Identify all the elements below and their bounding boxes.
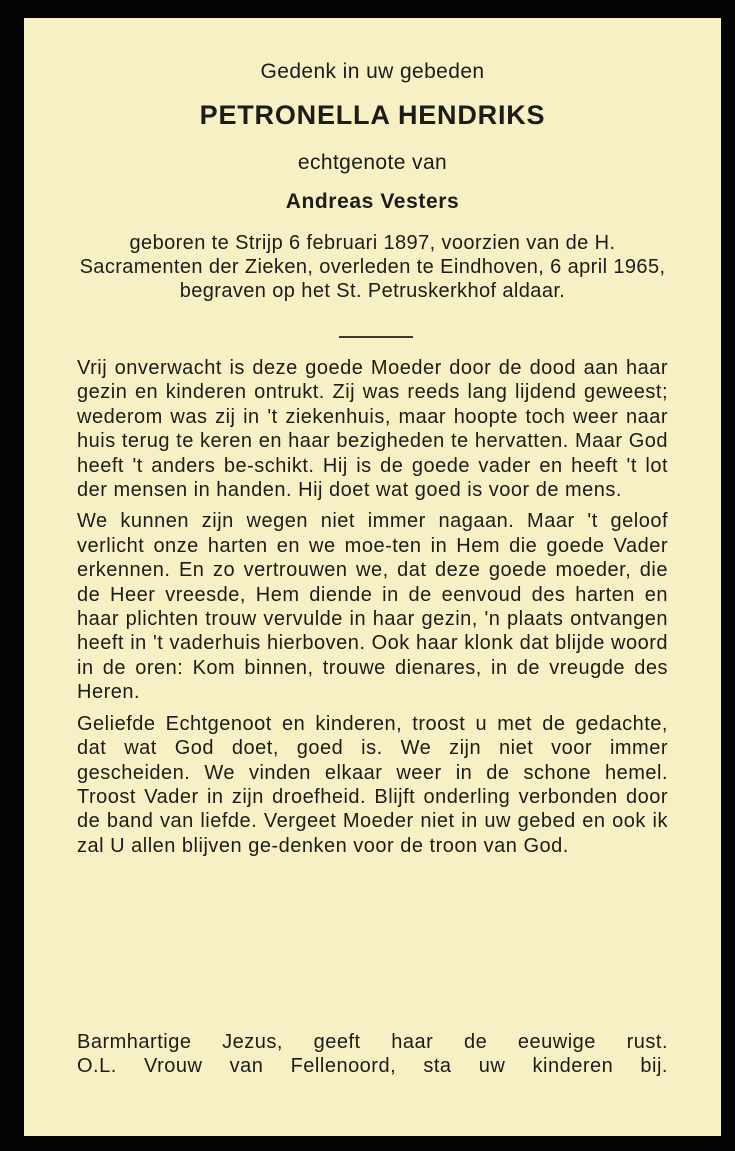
closing-prayers (77, 1030, 668, 1079)
deceased-name: PETRONELLA HENDRIKS (199, 100, 546, 130)
memorial-text (77, 356, 668, 865)
paragraph: We kunnen zijn wegen niet immer nagaan. Maar 't geloof verlicht onze harten en we moe-ten in Hem die goede Vader erkennen. En zo vertrouwen we, dat deze goede moeder, die de Heer vreesde, Hem diende in de eenvoud des harten en haar plichten trouw vervulde in haar gezin, 'n plaats ontvangen heeft in 't vaderhuis hierboven. Ook haar klonk dat blijde woord in de oren: Kom binnen, trouwe dienares, in de vreugde des Heren. (77, 510, 668, 704)
paragraph: Geliefde Echtgenoot en kinderen, troost u met de gedachte, dat wat God doet, goed is. We zijn niet voor immer gescheiden. We vinden elkaar weer in de schone hemel. Troost Vader in zijn droefheid. Blijft onderling verbonden door de band van liefde. Vergeet Moeder niet in uw gebed en ook ik zal U allen blijven ge-denken voor de troon van God. (77, 712, 668, 857)
life-dates: geboren te Strijp 6 februari 1897, voorzien van de H. Sacramenten der Zieken, overleden te Eindhoven, 6 april 1965, begraven op het St. Petruskerkhof aldaar. (79, 232, 666, 302)
prayer-line: O.L. Vrouw van Fellenoord, sta uw kinderen bij. (77, 1055, 668, 1078)
divider (339, 336, 413, 338)
memorial-card (24, 18, 721, 1136)
paragraph: Vrij onverwacht is deze goede Moeder door de dood aan haar gezin en kinderen ontrukt. Zij was reeds lang lijdend geweest; wederom was zij in 't ziekenhuis, maar hoopte toch weer naar huis terug te keren en haar bezigheden te hervatten. Maar God heeft 't anders be-schikt. Hij is de goede vader en heeft 't lot der mensen in handen. Hij doet wat goed is voor de mens. (77, 357, 668, 502)
spouse-name: Andreas Vesters (285, 190, 460, 213)
spouse-intro: echtgenote van (297, 151, 448, 174)
intro-line: Gedenk in uw gebeden (260, 60, 485, 83)
prayer-line: Barmhartige Jezus, geeft haar de eeuwige rust. (77, 1031, 668, 1053)
